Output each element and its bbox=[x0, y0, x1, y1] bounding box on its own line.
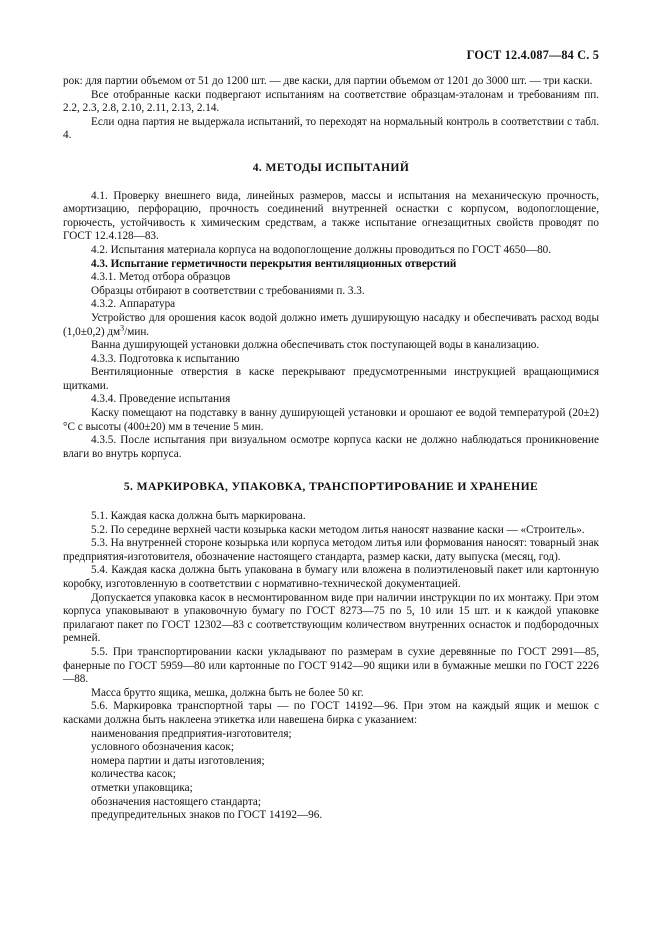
clause-4-3-2-heading: 4.3.2. Аппаратура bbox=[91, 298, 176, 311]
list-item: номера партии и даты изготовления; bbox=[91, 754, 265, 767]
intro-paragraph-2: Все отобранные каски подвергают испытаниям на соответствие образцам-эталонам и требованиям пп. 2.2, 2.3, 2.8, 2.10, 2.11, 2.13, 2.14. bbox=[63, 88, 599, 115]
section-5-title: 5. МАРКИРОВКА, УПАКОВКА, ТРАНСПОРТИРОВАНИЕ И ХРАНЕНИЕ bbox=[123, 480, 539, 494]
clause-4-3-4-text: Каску помещают на подставку в ванну душирующей установки и орошают ее водой температурой (20±2) °С с высоты (400±20) мм в течение 5 мин. bbox=[63, 407, 599, 433]
list-item: условного обозначения касок; bbox=[91, 741, 234, 754]
marking-list bbox=[63, 728, 599, 823]
clause-4-3-3-text: Вентиляционные отверстия в каске перекрывают предусмотренными инструкцией вращающимися щитками. bbox=[63, 366, 599, 392]
clause-4-3-heading: 4.3. Испытание герметичности перекрытия вентиляционных отверстий bbox=[91, 257, 457, 270]
section-4-title: 4. МЕТОДЫ ИСПЫТАНИЙ bbox=[252, 160, 410, 174]
page-header: ГОСТ 12.4.087—84 С. 5 bbox=[466, 48, 599, 62]
list-item: отметки упаковщика; bbox=[91, 781, 193, 794]
list-item: обозначения настоящего стандарта; bbox=[91, 795, 261, 808]
document-body bbox=[63, 75, 599, 823]
clause-5-1: 5.1. Каждая каска должна быть маркирована. bbox=[91, 510, 306, 523]
clause-4-3-4-heading: 4.3.4. Проведение испытания bbox=[91, 393, 231, 406]
clause-4-3-3-heading: 4.3.3. Подготовка к испытанию bbox=[91, 352, 240, 365]
clause-4-3-1-text: Образцы отбирают в соответствии с требованиями п. 3.3. bbox=[91, 284, 365, 297]
clause-5-6: 5.6. Маркировка транспортной тары — по ГОСТ 14192—96. При этом на каждый ящик и мешок с касками должна быть наклеена этикетка или навешена бирка с указанием: bbox=[63, 700, 599, 726]
clause-4-3-5: 4.3.5. После испытания при визуальном осмотре корпуса каски не должно наблюдаться проникновение влаги во внутрь корпуса. bbox=[63, 434, 599, 460]
clause-5-3: 5.3. На внутренней стороне козырька или корпуса методом литья или формования наносят: товарный знак предприятия-изготовителя, обозначение настоящего стандарта, размер каски, дату выпуска (месяц, год). bbox=[63, 537, 599, 563]
clause-5-4-continued: Допускается упаковка касок в несмонтированном виде при наличии инструкции по их монтажу. При этом корпуса упаковывают в упаковочную бумагу по ГОСТ 8273—75 по 5, 10 или 15 шт. и к каждой упаковке прилагают пакет по ГОСТ 12302—83 с соответствующим количеством внутренних оснасток и подбородочных ремней. bbox=[63, 591, 599, 645]
intro-paragraph-3: Если одна партия не выдержала испытаний, то переходят на нормальный контроль в соответствии с табл. 4. bbox=[63, 115, 599, 142]
clause-4-1: 4.1. Проверку внешнего вида, линейных размеров, массы и испытания на механическую прочность, амортизацию, перфорацию, прочность соединений внутренней оснастки с корпусом, водопоглощение, горючесть, устойчивость к химическим средствам, а также испытание огнезащитных свойств проводят по ГОСТ 12.4.128—83. bbox=[63, 189, 599, 243]
list-item: количества касок; bbox=[91, 768, 176, 781]
clause-4-3-2-text-2: Ванна душирующей установки должна обеспечивать сток поступающей воды в канализацию. bbox=[91, 339, 540, 352]
list-item: предупредительных знаков по ГОСТ 14192—96. bbox=[91, 809, 323, 822]
clause-4-3-2-text-a: Устройство для орошения касок водой должно иметь душирующую насадку и обеспечивать расход воды (1,0±0,2) дм bbox=[63, 311, 599, 338]
clause-5-5: 5.5. При транспортировании каски укладывают по размерам в сухие деревянные по ГОСТ 2991—85, фанерные по ГОСТ 5959—80 или картонные по ГОСТ 9142—90 ящики или в бумажные мешки по ГОСТ 2226—88. bbox=[63, 645, 599, 686]
clause-4-3-2-text bbox=[63, 312, 599, 339]
intro-paragraph-1: рок: для партии объемом от 51 до 1200 шт. — две каски, для партии объемом от 1201 до 3000 шт. — три каски. bbox=[63, 75, 593, 87]
clause-4-3-2-superscript: 3 bbox=[120, 322, 125, 332]
clause-5-2: 5.2. По середине верхней части козырька каски методом литья наносят название каски — «Строитель». bbox=[91, 523, 585, 536]
list-item: наименования предприятия-изготовителя; bbox=[91, 727, 292, 740]
clause-4-3-1-heading: 4.3.1. Метод отбора образцов bbox=[91, 271, 231, 284]
clause-4-3-2-text-b: /мин. bbox=[124, 325, 150, 338]
clause-4-2: 4.2. Испытания материала корпуса на водопоглощение должны проводиться по ГОСТ 4650—80. bbox=[91, 243, 552, 256]
clause-5-5-continued: Масса брутто ящика, мешка, должна быть не более 50 кг. bbox=[91, 686, 364, 699]
clause-5-4: 5.4. Каждая каска должна быть упакована в бумагу или вложена в полиэтиленовый пакет или картонную коробку, изготовленную в соответствии с нормативно-технической документацией. bbox=[63, 564, 599, 590]
